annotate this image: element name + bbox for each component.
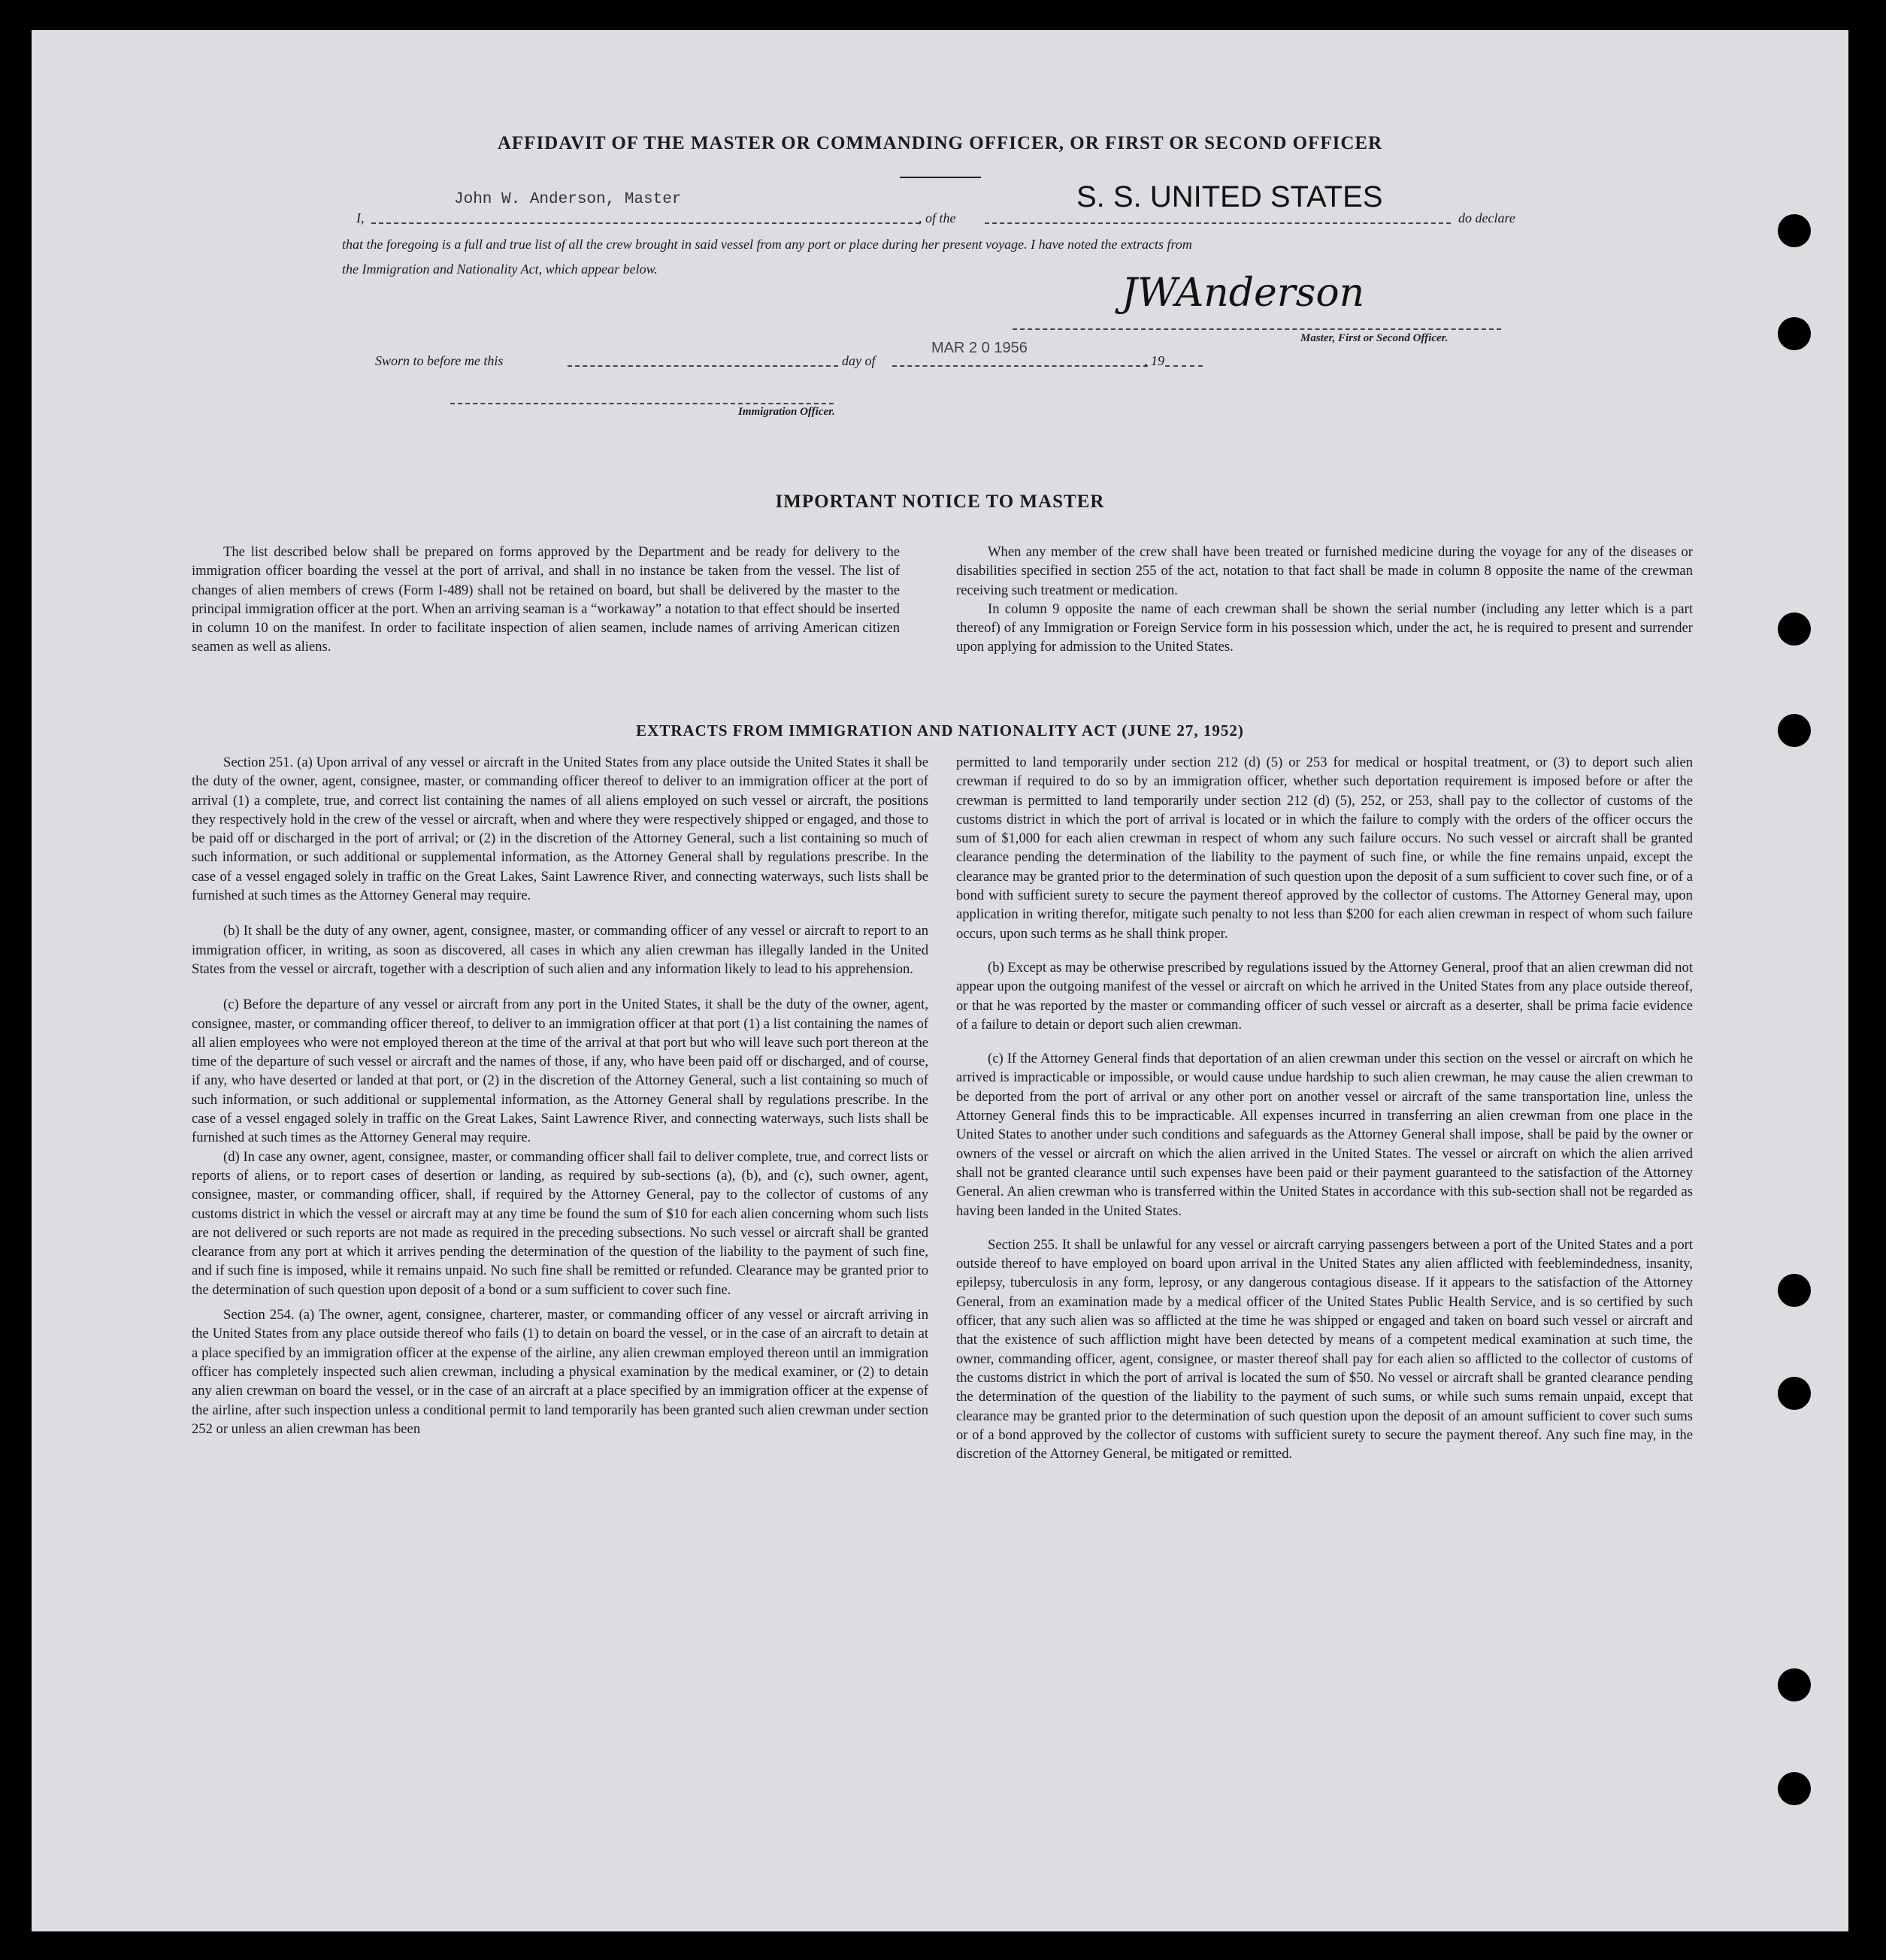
section-251-a: Section 251. (a) Upon arrival of any vessel or aircraft in the United States from any place outside the United States it shall be the duty of the owner, agent, consignee, master, or commanding officer thereof to deliver to an immigration officer at the port of arrival (1) a complete, true, and correct list containing the names of all aliens employed on such vessel or aircraft, the positions they respectively hold in the crew of the vessel or aircraft, when and where they were respectively shipped or engaged, and those to be paid off or discharged in the port of arrival; or (2) in the discretion of the Attorney General, such a list containing so much of such information, or such additional or supplemental information, as the Attorney General shall by regulations prescribe. In the case of a vessel engaged solely in traffic on the Great Lakes, Saint Lawrence River, and connecting waterways, such lists shall be furnished at such times as the Attorney General may require. (192, 755, 928, 904)
extracts-title: EXTRACTS FROM IMMIGRATION AND NATIONALITY ACT (JUNE 27, 1952) (636, 721, 1244, 740)
of-the-label: , of the (919, 210, 956, 225)
year-label: , 19 (1144, 353, 1164, 368)
affidavit-title: AFFIDAVIT OF THE MASTER OR COMMANDING OFFICER, OR FIRST OR SECOND OFFICER (497, 133, 1383, 153)
do-declare-label: do declare (1458, 210, 1515, 225)
extracts-left-column (192, 753, 928, 1438)
section-254-b: (b) Except as may be otherwise prescribed by regulations issued by the Attorney General, proof that an alien crewman did not appear upon the outgoing manifest of the vessel or aircraft on which he arrived in the United States from any place outside thereof, or that he was reported by the master or commanding officer of such vessel or aircraft as a deserter, shall be prima facie evidence of a failure to detain or deport such alien crewman. (956, 959, 1693, 1033)
binder-hole (1778, 214, 1811, 247)
notice-right-column (956, 543, 1693, 657)
section-251-b: (b) It shall be the duty of any owner, agent, consignee, master, or commanding officer of any vessel or aircraft to report to an immigration officer, in writing, as soon as discovered, all cases in which any alien crewman has illegally landed in the United States from the vessel or aircraft, together with a description of such alien and any information likely to lead to his apprehension. (192, 923, 928, 977)
day-of-label: day of (842, 353, 876, 368)
section-254-a: Section 254. (a) The owner, agent, consignee, charterer, master, or commanding officer of any vessel or aircraft arriving in the United States from any place outside thereof who fails (1) to detain on board the vessel, or in the case of an aircraft to detain at a place specified by an immigration officer at the expense of the airline, any alien crewman employed thereon until an immigration officer has completely inspected such alien crewman, including a physical examination by the medical examiner, or (2) to detain any alien crewman on board the vessel, or in the case of an aircraft at a place specified by an immigration officer at the expense of the airline, after such inspection unless a conditional permit to land temporarily has been granted such alien crewman under section 252 or unless an alien crewman has been (192, 1307, 928, 1437)
binder-hole (1778, 714, 1811, 747)
binder-hole (1778, 1668, 1811, 1701)
binder-hole (1778, 1377, 1811, 1410)
vessel-name: S. S. UNITED STATES (1076, 180, 1383, 213)
officer-caption: Immigration Officer. (738, 406, 835, 418)
notice-right-paragraph-1: When any member of the crew shall have been treated or furnished medicine during the voyage for any of the diseases or disabilities specified in section 255 of the act, notation to that fact shall be made in column 8 opposite the name of the crewman receiving such treatment or medication. (956, 544, 1693, 598)
document-page (32, 30, 1848, 1931)
signature-line (1013, 328, 1501, 330)
i-label: I, (356, 210, 365, 225)
month-line (892, 365, 1148, 367)
section-255: Section 255. It shall be unlawful for any vessel or aircraft carrying passengers between a port of the United States and a port outside thereof to have employed on board upon arrival in the United States any alien afflicted with feeblemindedness, insanity, epilepsy, tuberculosis in any form, leprosy, or any dangerous contagious disease. If it appears to the satisfaction of the Attorney General, from an examination made by a medical officer of the United States Public Health Service, and is so certified by such officer, that any such alien was so afflicted at the time he was shipped or engaged and taken on board such vessel or aircraft and that the existence of such affliction might have been detected by means of a competent medical examination at such time, the owner, commanding officer, agent, consignee, or master thereof shall pay for each alien so afflicted to the collector of customs of the customs district in which the port of arrival is located the sum of $50. No vessel or aircraft shall be granted clearance pending the determination of the question of the liability to the payment of such sums, or while such sums remain unpaid, except that clearance may be granted prior to the determination of such question upon the deposit of an amount sufficient to cover such sums or of a bond approved by the collector of customs with sufficient surety to secure the payment thereof. Any such fine may, in the discretion of the Attorney General, be mitigated or remitted. (956, 1236, 1693, 1462)
declaration-line-1: that the foregoing is a full and true list of all the crew brought in said vessel from any port or place during her present voyage. I have noted the extracts from (342, 237, 1192, 252)
title-underline (900, 177, 981, 178)
master-name: John W. Anderson, Master (454, 191, 682, 208)
binder-hole (1778, 1274, 1811, 1307)
date-stamp: MAR 2 0 1956 (931, 340, 1028, 356)
master-signature: JWAnderson (1122, 271, 1365, 316)
extracts-right-column (956, 753, 1693, 1463)
notice-title: IMPORTANT NOTICE TO MASTER (775, 492, 1105, 512)
notice-right-paragraph-2: In column 9 opposite the name of each crewman shall be shown the serial number (including any letter which is a part thereof) of any Immigration or Foreign Service form in his possession which, under the act, he is required to present and surrender upon applying for admission to the United States. (956, 600, 1693, 655)
sworn-day-line (568, 365, 838, 367)
binder-hole (1778, 1772, 1811, 1805)
declaration-line-2: the Immigration and Nationality Act, which appear below. (342, 262, 658, 277)
sworn-label: Sworn to before me this (375, 353, 504, 368)
vessel-line (985, 222, 1451, 224)
year-line (1165, 365, 1203, 367)
master-caption: Master, First or Second Officer. (1300, 332, 1449, 344)
notice-left-paragraph: The list described below shall be prepared on forms approved by the Department and be ready for delivery to the immigration officer boarding the vessel at the port of arrival, and shall in no instance be taken from the vessel. The list of changes of alien members of crews (Form I-489) shall not be retained on board, but shall be delivered by the master to the principal immigration officer at the port. When an arriving seaman is a “workaway” a notation to that effect should be inserted in column 10 on the manifest. In order to facilitate inspection of alien seamen, include names of arriving American citizen seamen as well as aliens. (192, 544, 900, 655)
binder-hole (1778, 612, 1811, 646)
section-251-d: (d) In case any owner, agent, consignee, master, or commanding officer shall fail to deliver complete, true, and correct lists or reports of aliens, or to report cases of desertion or landing, as required by sub-sections (a), (b), and (c), such owner, agent, consignee, master, or commanding officer, shall, if required by the Attorney General, pay to the collector of customs of any customs district in which the vessel or aircraft may at any time be found the sum of $10 for each alien concerning whom such lists are not delivered or such reports are not made as required in the preceding subsections. No such vessel or aircraft shall be granted clearance from any port at which it arrives pending the determination of the question of the liability to the payment of such fine, and if such fine is imposed, while it remains unpaid. No such fine shall be remitted or refunded. Clearance may be granted prior to the determination of such question upon deposit of a bond or a sum sufficient to cover such fine. (192, 1148, 928, 1298)
binder-hole (1778, 317, 1811, 350)
officer-line (450, 403, 834, 404)
section-251-c: (c) Before the departure of any vessel or aircraft from any port in the United States, it shall be the duty of the owner, agent, consignee, master, or commanding officer thereof, to deliver to an immigration officer at that port (1) a list containing the names of all alien employees who were not employed thereon at the time of the arrival at that port but who will leave such port thereon at the time of the departure of such vessel or aircraft and the names of those, if any, who have been paid off or discharged, and of course, if any, who have deserted or landed at that port, or (2) in the discretion of the Attorney General, such a list containing so much of such information, or such additional or supplemental information, as the Attorney General shall by regulations prescribe. In the case of a vessel engaged solely in traffic on the Great Lakes, Saint Lawrence River, and connecting waterways, such lists shall be furnished at such times as the Attorney General may require. (192, 997, 928, 1146)
notice-left-column (192, 543, 900, 657)
section-254-a-continued: permitted to land temporarily under section 212 (d) (5) or 253 for medical or hospital treatment, or (3) to deport such alien crewman if required to do so by an immigration officer, whether such deportation requirement is imposed before or after the crewman is permitted to land temporarily under section 212 (d) (5), 252, or 253, shall pay to the collector of customs of the customs district in which the port of arrival is located or in which the failure to comply with the orders of the officer occurs the sum of $1,000 for each alien crewman in respect of whom any such failure occurs. No such vessel or aircraft shall be granted clearance pending the determination of the liability to the payment of such fine, or while the fine remains unpaid, except the clearance may be granted prior to the determination of such question upon the deposit of a sum sufficient to cover such fine, or of a bond with sufficient surety to secure the payment thereof approved by the collector of customs. The Attorney General may, upon application in writing therefor, mitigate such penalty to not less than $200 for each alien crewman in respect of whom such failure occurs, upon such terms as he shall think proper. (956, 755, 1693, 942)
name-line (371, 222, 920, 224)
section-254-c: (c) If the Attorney General finds that deportation of an alien crewman under this section on the vessel or aircraft on which he arrived is impracticable or impossible, or would cause undue hardship to such alien crewman, he may cause the alien crewman to be deported from the port of arrival or any other port on another vessel or aircraft of the same transportation line, unless the Attorney General finds this to be impracticable. All expenses incurred in transferring an alien crewman from one place in the United States to another under such conditions and safeguards as the Attorney General shall impose, shall be paid by the owner or owners of the vessel or aircraft on which the alien arrived in the United States. The vessel or aircraft on which the alien arrived shall not be granted clearance until such expenses have been paid or their payment guaranteed to the satisfaction of the Attorney General. An alien crewman who is transferred within the United States in accordance with this sub-section shall not be regarded as having been landed in the United States. (956, 1051, 1693, 1219)
